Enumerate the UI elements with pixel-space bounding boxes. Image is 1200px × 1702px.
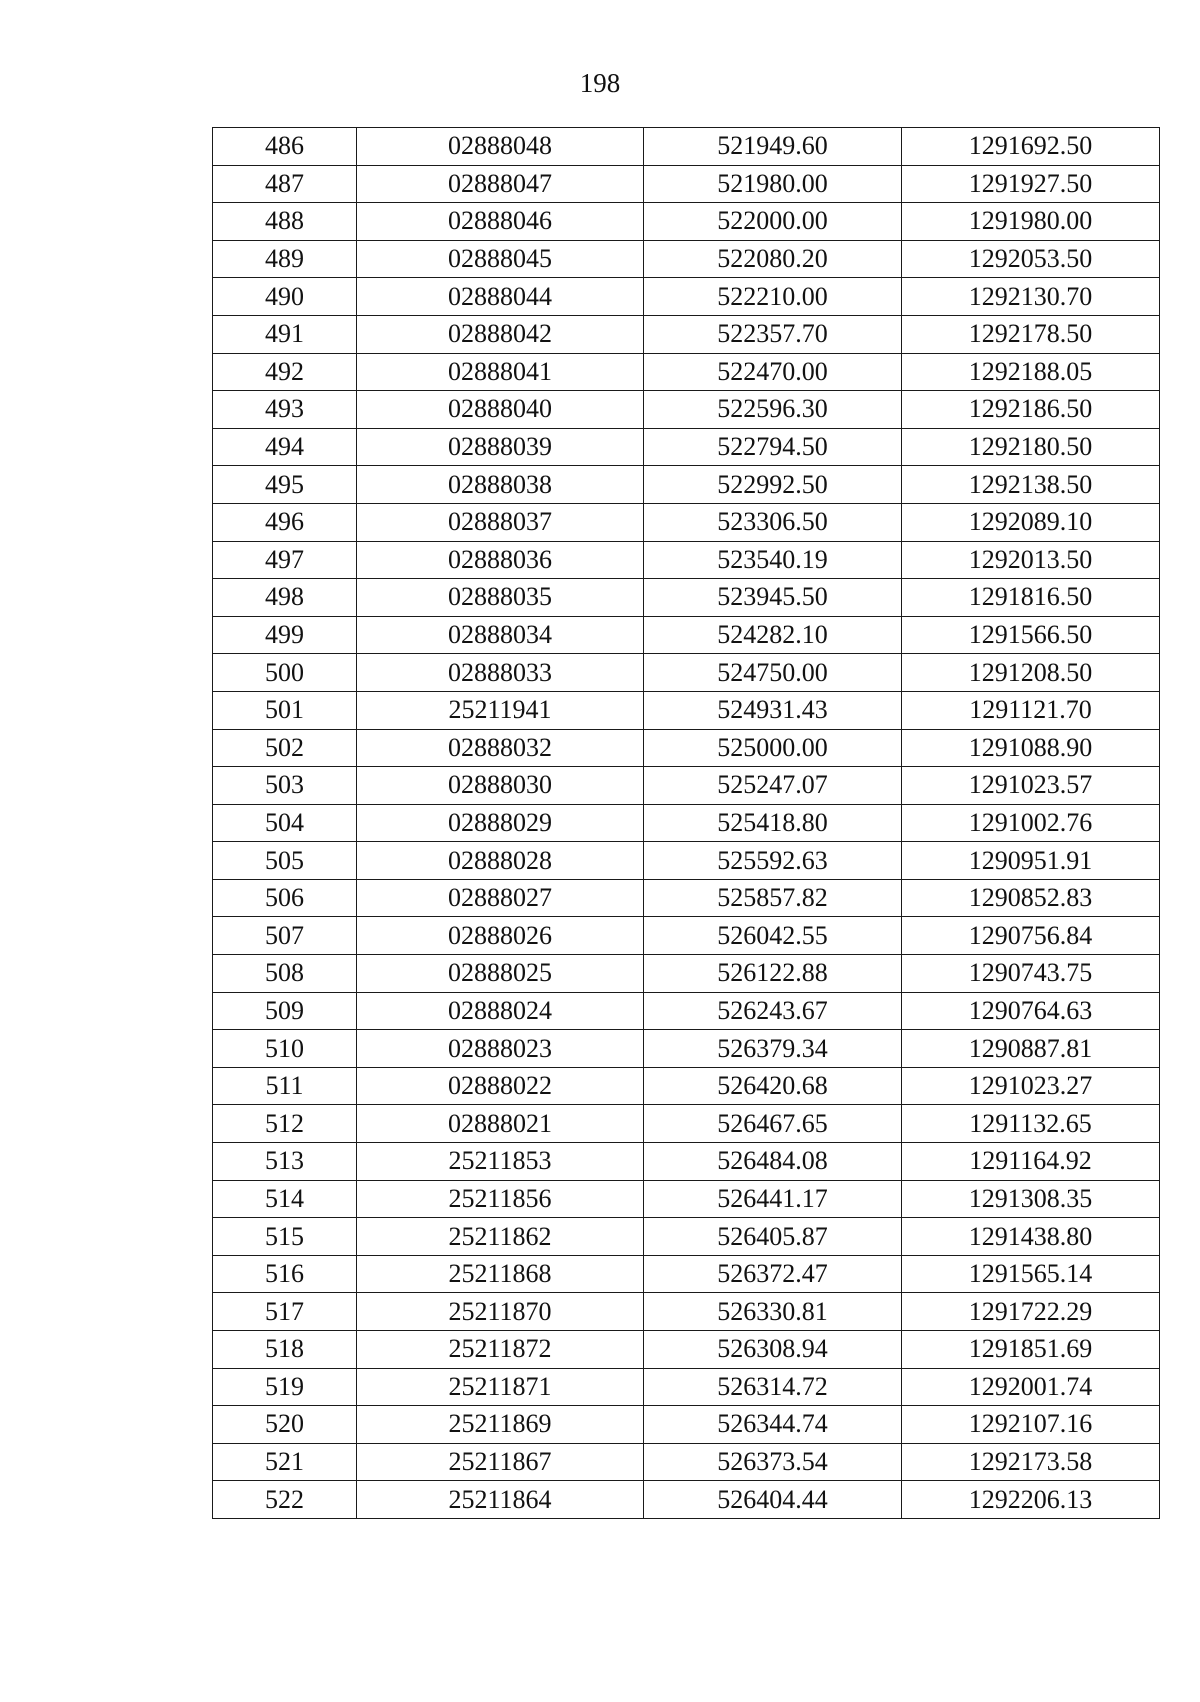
point-code-cell: 25211853: [357, 1143, 644, 1181]
table-row: [213, 616, 1160, 654]
point-code-cell: 25211941: [357, 691, 644, 729]
x-coordinate-cell: 525592.63: [644, 842, 902, 880]
point-code-cell: 02888034: [357, 616, 644, 654]
point-code-cell: 02888025: [357, 955, 644, 993]
table-row: [213, 1443, 1160, 1481]
y-coordinate-cell: 1292053.50: [902, 240, 1160, 278]
table-row: [213, 353, 1160, 391]
row-number-cell: 515: [213, 1218, 357, 1256]
x-coordinate-cell: 526405.87: [644, 1218, 902, 1256]
row-number-cell: 488: [213, 203, 357, 241]
table-row: [213, 1105, 1160, 1143]
table-row: [213, 278, 1160, 316]
row-number-cell: 509: [213, 992, 357, 1030]
point-code-cell: 02888032: [357, 729, 644, 767]
table-row: [213, 391, 1160, 429]
y-coordinate-cell: 1291121.70: [902, 691, 1160, 729]
point-code-cell: 02888026: [357, 917, 644, 955]
y-coordinate-cell: 1291980.00: [902, 203, 1160, 241]
table-row: [213, 541, 1160, 579]
point-code-cell: 25211872: [357, 1331, 644, 1369]
y-coordinate-cell: 1290852.83: [902, 879, 1160, 917]
table-row: [213, 1481, 1160, 1519]
y-coordinate-cell: 1291565.14: [902, 1255, 1160, 1293]
row-number-cell: 512: [213, 1105, 357, 1143]
point-code-cell: 02888024: [357, 992, 644, 1030]
y-coordinate-cell: 1291164.92: [902, 1143, 1160, 1181]
x-coordinate-cell: 525247.07: [644, 767, 902, 805]
table-row: [213, 579, 1160, 617]
y-coordinate-cell: 1290951.91: [902, 842, 1160, 880]
row-number-cell: 522: [213, 1481, 357, 1519]
table-row: [213, 1331, 1160, 1369]
row-number-cell: 504: [213, 804, 357, 842]
point-code-cell: 25211870: [357, 1293, 644, 1331]
table-row: [213, 729, 1160, 767]
point-code-cell: 02888021: [357, 1105, 644, 1143]
row-number-cell: 514: [213, 1180, 357, 1218]
point-code-cell: 02888023: [357, 1030, 644, 1068]
table-body: [213, 128, 1160, 1519]
table-row: [213, 1030, 1160, 1068]
row-number-cell: 490: [213, 278, 357, 316]
point-code-cell: 02888022: [357, 1067, 644, 1105]
y-coordinate-cell: 1292186.50: [902, 391, 1160, 429]
point-code-cell: 02888040: [357, 391, 644, 429]
table-row: [213, 1406, 1160, 1444]
table-row: [213, 1255, 1160, 1293]
table-row: [213, 203, 1160, 241]
x-coordinate-cell: 524750.00: [644, 654, 902, 692]
y-coordinate-cell: 1291023.57: [902, 767, 1160, 805]
x-coordinate-cell: 522080.20: [644, 240, 902, 278]
point-code-cell: 25211869: [357, 1406, 644, 1444]
y-coordinate-cell: 1291816.50: [902, 579, 1160, 617]
y-coordinate-cell: 1290887.81: [902, 1030, 1160, 1068]
y-coordinate-cell: 1290756.84: [902, 917, 1160, 955]
table-row: [213, 128, 1160, 166]
row-number-cell: 510: [213, 1030, 357, 1068]
row-number-cell: 517: [213, 1293, 357, 1331]
x-coordinate-cell: 526379.34: [644, 1030, 902, 1068]
row-number-cell: 521: [213, 1443, 357, 1481]
y-coordinate-cell: 1292173.58: [902, 1443, 1160, 1481]
point-code-cell: 02888033: [357, 654, 644, 692]
y-coordinate-cell: 1292188.05: [902, 353, 1160, 391]
x-coordinate-cell: 526441.17: [644, 1180, 902, 1218]
x-coordinate-cell: 526372.47: [644, 1255, 902, 1293]
table-row: [213, 654, 1160, 692]
point-code-cell: 25211867: [357, 1443, 644, 1481]
y-coordinate-cell: 1291023.27: [902, 1067, 1160, 1105]
row-number-cell: 493: [213, 391, 357, 429]
x-coordinate-cell: 526308.94: [644, 1331, 902, 1369]
table-row: [213, 804, 1160, 842]
table-row: [213, 691, 1160, 729]
table-row: [213, 1067, 1160, 1105]
row-number-cell: 486: [213, 128, 357, 166]
table-row: [213, 917, 1160, 955]
y-coordinate-cell: 1291566.50: [902, 616, 1160, 654]
y-coordinate-cell: 1292130.70: [902, 278, 1160, 316]
row-number-cell: 496: [213, 503, 357, 541]
x-coordinate-cell: 526122.88: [644, 955, 902, 993]
row-number-cell: 501: [213, 691, 357, 729]
x-coordinate-cell: 526420.68: [644, 1067, 902, 1105]
x-coordinate-cell: 522357.70: [644, 315, 902, 353]
x-coordinate-cell: 523540.19: [644, 541, 902, 579]
table-row: [213, 428, 1160, 466]
table-row: [213, 466, 1160, 504]
point-code-cell: 02888048: [357, 128, 644, 166]
y-coordinate-cell: 1291927.50: [902, 165, 1160, 203]
x-coordinate-cell: 526373.54: [644, 1443, 902, 1481]
row-number-cell: 495: [213, 466, 357, 504]
row-number-cell: 507: [213, 917, 357, 955]
point-code-cell: 25211856: [357, 1180, 644, 1218]
row-number-cell: 491: [213, 315, 357, 353]
row-number-cell: 519: [213, 1368, 357, 1406]
x-coordinate-cell: 524282.10: [644, 616, 902, 654]
row-number-cell: 499: [213, 616, 357, 654]
x-coordinate-cell: 522596.30: [644, 391, 902, 429]
x-coordinate-cell: 524931.43: [644, 691, 902, 729]
x-coordinate-cell: 526330.81: [644, 1293, 902, 1331]
row-number-cell: 492: [213, 353, 357, 391]
row-number-cell: 516: [213, 1255, 357, 1293]
point-code-cell: 25211862: [357, 1218, 644, 1256]
x-coordinate-cell: 526484.08: [644, 1143, 902, 1181]
table-row: [213, 955, 1160, 993]
x-coordinate-cell: 522000.00: [644, 203, 902, 241]
table-row: [213, 315, 1160, 353]
row-number-cell: 505: [213, 842, 357, 880]
table-row: [213, 1368, 1160, 1406]
row-number-cell: 503: [213, 767, 357, 805]
point-code-cell: 02888046: [357, 203, 644, 241]
table-row: [213, 1180, 1160, 1218]
x-coordinate-cell: 522470.00: [644, 353, 902, 391]
y-coordinate-cell: 1292013.50: [902, 541, 1160, 579]
row-number-cell: 497: [213, 541, 357, 579]
table-row: [213, 879, 1160, 917]
y-coordinate-cell: 1291208.50: [902, 654, 1160, 692]
page-number: 198: [579, 68, 621, 98]
row-number-cell: 511: [213, 1067, 357, 1105]
table-row: [213, 503, 1160, 541]
y-coordinate-cell: 1291692.50: [902, 128, 1160, 166]
row-number-cell: 498: [213, 579, 357, 617]
point-code-cell: 02888036: [357, 541, 644, 579]
table-row: [213, 165, 1160, 203]
x-coordinate-cell: 526467.65: [644, 1105, 902, 1143]
table-row: [213, 240, 1160, 278]
point-code-cell: 02888029: [357, 804, 644, 842]
x-coordinate-cell: 526314.72: [644, 1368, 902, 1406]
row-number-cell: 489: [213, 240, 357, 278]
x-coordinate-cell: 526404.44: [644, 1481, 902, 1519]
point-code-cell: 25211864: [357, 1481, 644, 1519]
x-coordinate-cell: 522210.00: [644, 278, 902, 316]
row-number-cell: 494: [213, 428, 357, 466]
point-code-cell: 02888037: [357, 503, 644, 541]
x-coordinate-cell: 521980.00: [644, 165, 902, 203]
row-number-cell: 513: [213, 1143, 357, 1181]
row-number-cell: 508: [213, 955, 357, 993]
row-number-cell: 502: [213, 729, 357, 767]
row-number-cell: 487: [213, 165, 357, 203]
x-coordinate-cell: 526243.67: [644, 992, 902, 1030]
row-number-cell: 506: [213, 879, 357, 917]
table-row: [213, 767, 1160, 805]
point-code-cell: 02888041: [357, 353, 644, 391]
y-coordinate-cell: 1291438.80: [902, 1218, 1160, 1256]
point-code-cell: 02888035: [357, 579, 644, 617]
x-coordinate-cell: 522992.50: [644, 466, 902, 504]
point-code-cell: 02888027: [357, 879, 644, 917]
table-row: [213, 842, 1160, 880]
coordinate-table: [212, 127, 1160, 1519]
point-code-cell: 25211871: [357, 1368, 644, 1406]
y-coordinate-cell: 1291002.76: [902, 804, 1160, 842]
y-coordinate-cell: 1292138.50: [902, 466, 1160, 504]
x-coordinate-cell: 522794.50: [644, 428, 902, 466]
y-coordinate-cell: 1291308.35: [902, 1180, 1160, 1218]
point-code-cell: 02888047: [357, 165, 644, 203]
y-coordinate-cell: 1292001.74: [902, 1368, 1160, 1406]
x-coordinate-cell: 526344.74: [644, 1406, 902, 1444]
row-number-cell: 518: [213, 1331, 357, 1369]
x-coordinate-cell: 525857.82: [644, 879, 902, 917]
table-row: [213, 1218, 1160, 1256]
x-coordinate-cell: 521949.60: [644, 128, 902, 166]
table-row: [213, 992, 1160, 1030]
point-code-cell: 02888028: [357, 842, 644, 880]
point-code-cell: 02888045: [357, 240, 644, 278]
point-code-cell: 02888030: [357, 767, 644, 805]
x-coordinate-cell: 526042.55: [644, 917, 902, 955]
point-code-cell: 02888044: [357, 278, 644, 316]
x-coordinate-cell: 525000.00: [644, 729, 902, 767]
point-code-cell: 02888042: [357, 315, 644, 353]
y-coordinate-cell: 1290743.75: [902, 955, 1160, 993]
y-coordinate-cell: 1292206.13: [902, 1481, 1160, 1519]
table-row: [213, 1143, 1160, 1181]
row-number-cell: 520: [213, 1406, 357, 1444]
point-code-cell: 02888039: [357, 428, 644, 466]
point-code-cell: 25211868: [357, 1255, 644, 1293]
point-code-cell: 02888038: [357, 466, 644, 504]
y-coordinate-cell: 1292180.50: [902, 428, 1160, 466]
y-coordinate-cell: 1290764.63: [902, 992, 1160, 1030]
y-coordinate-cell: 1291851.69: [902, 1331, 1160, 1369]
y-coordinate-cell: 1292107.16: [902, 1406, 1160, 1444]
y-coordinate-cell: 1292089.10: [902, 503, 1160, 541]
x-coordinate-cell: 523945.50: [644, 579, 902, 617]
y-coordinate-cell: 1291722.29: [902, 1293, 1160, 1331]
x-coordinate-cell: 523306.50: [644, 503, 902, 541]
y-coordinate-cell: 1292178.50: [902, 315, 1160, 353]
y-coordinate-cell: 1291132.65: [902, 1105, 1160, 1143]
y-coordinate-cell: 1291088.90: [902, 729, 1160, 767]
table-row: [213, 1293, 1160, 1331]
row-number-cell: 500: [213, 654, 357, 692]
x-coordinate-cell: 525418.80: [644, 804, 902, 842]
